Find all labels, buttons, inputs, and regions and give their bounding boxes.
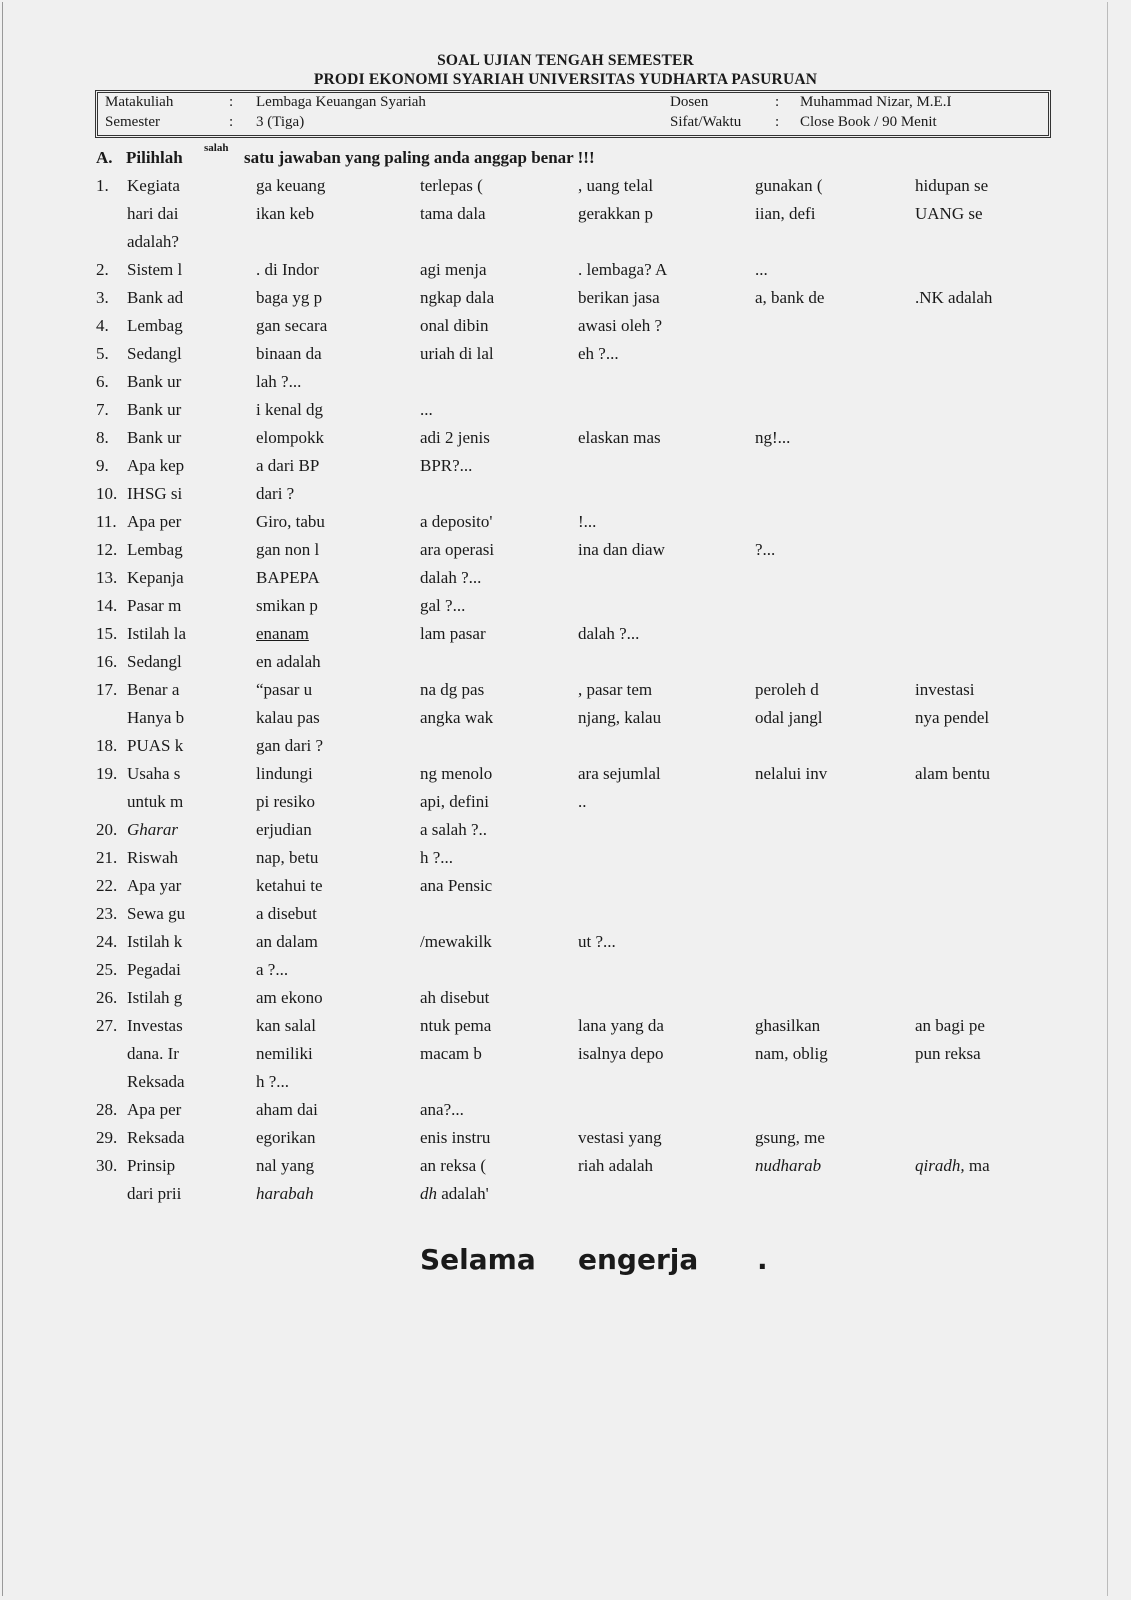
question-text-fragment: lah ?... — [256, 372, 302, 391]
question-text-fragment: gan dari ? — [256, 736, 324, 755]
question-line — [0, 316, 1131, 344]
question-text-fragment: agi menja — [420, 260, 487, 279]
question-text-fragment: Prinsip — [127, 1156, 176, 1175]
question-text-fragment: iian, defi — [755, 204, 816, 223]
question-text-fragment: ga keuang — [256, 176, 326, 195]
question-text-fragment: Bank ur — [127, 428, 182, 447]
question-text-fragment: Apa per — [127, 1100, 182, 1119]
question-text-fragment: Sedangl — [127, 344, 182, 363]
question-line — [0, 232, 1131, 260]
question-text-fragment: Giro, tabu — [256, 512, 325, 531]
question-line — [0, 652, 1131, 680]
question-text-fragment: kalau pas — [256, 708, 320, 727]
question-number: 24. — [96, 932, 118, 951]
question-number: 4. — [96, 316, 109, 335]
question-text-fragment: investasi — [915, 680, 975, 699]
question-line — [0, 484, 1131, 512]
question-line — [0, 1128, 1131, 1156]
sifat-value: Close Book / 90 Menit — [800, 114, 937, 130]
question-number: 10. — [96, 484, 118, 503]
question-line — [0, 820, 1131, 848]
question-line — [0, 1072, 1131, 1100]
question-line — [0, 792, 1131, 820]
question-text-fragment — [256, 624, 309, 644]
question-text-fragment: !... — [578, 512, 597, 531]
course-info-table — [95, 90, 1051, 138]
closing-text-1: Selama — [420, 1243, 536, 1276]
question-text-fragment: am ekono — [256, 988, 323, 1007]
closing-text-2: engerja — [578, 1243, 699, 1276]
question-number: 6. — [96, 372, 109, 391]
question-text-fragment: Apa yar — [127, 876, 182, 895]
question-text-fragment: berikan jasa — [578, 288, 660, 307]
question-number: 18. — [96, 736, 118, 755]
question-text-fragment: odal jangl — [755, 708, 823, 727]
question-text-fragment: ng menolo — [420, 764, 493, 783]
question-text-fragment: an dalam — [256, 932, 318, 951]
question-line — [0, 904, 1131, 932]
question-line — [0, 988, 1131, 1016]
question-number: 22. — [96, 876, 118, 895]
question-line — [0, 204, 1131, 232]
question-text-fragment: Sistem l — [127, 260, 183, 279]
question-text-fragment: lana yang da — [578, 1016, 664, 1035]
question-text-fragment: kan salal — [256, 1016, 316, 1035]
question-text-fragment: Istilah k — [127, 932, 183, 951]
question-text-fragment: nya pendel — [915, 708, 990, 727]
question-text-fragment: Sedangl — [127, 652, 182, 671]
question-text-fragment: ina dan diaw — [578, 540, 665, 559]
question-text-fragment: erjudian — [256, 820, 312, 839]
question-text-fragment: riah adalah — [578, 1156, 654, 1175]
question-text-fragment: baga yg p — [256, 288, 323, 307]
question-text-fragment: elompokk — [256, 428, 324, 447]
dosen-label: Dosen — [670, 94, 709, 110]
question-line — [0, 1016, 1131, 1044]
emphasized-text: nudharab — [755, 1156, 822, 1175]
question-number: 17. — [96, 680, 118, 699]
question-text-fragment: a salah ?.. — [420, 820, 488, 839]
question-line — [0, 428, 1131, 456]
colon: : — [229, 94, 234, 110]
question-text-fragment: nam, oblig — [755, 1044, 828, 1063]
question-number: 27. — [96, 1016, 118, 1035]
matakuliah-label: Matakuliah — [105, 94, 174, 110]
question-text-fragment: gsung, me — [755, 1128, 825, 1147]
question-line — [0, 176, 1131, 204]
question-text-fragment: aham dai — [256, 1100, 318, 1119]
question-text-fragment: nal yang — [256, 1156, 315, 1175]
question-text-fragment: terlepas ( — [420, 176, 483, 195]
question-text-fragment: smikan p — [256, 596, 318, 615]
question-text-fragment — [915, 1156, 990, 1176]
question-text-fragment — [420, 1184, 489, 1204]
question-text-fragment: dana. Ir — [127, 1044, 179, 1063]
question-text-fragment — [256, 1184, 314, 1204]
question-text-fragment: ana?... — [420, 1100, 464, 1119]
question-text-fragment: ntuk pema — [420, 1016, 492, 1035]
question-text-fragment — [127, 820, 178, 840]
emphasized-text: harabah — [256, 1184, 314, 1203]
question-text-fragment: dalah ?... — [578, 624, 640, 643]
semester-label: Semester — [105, 114, 160, 130]
question-text-fragment: Sewa gu — [127, 904, 186, 923]
question-line — [0, 848, 1131, 876]
text: adalah' — [437, 1184, 489, 1203]
question-text-fragment: ketahui te — [256, 876, 323, 895]
question-line — [0, 876, 1131, 904]
question-line — [0, 736, 1131, 764]
question-text-fragment: Riswah — [127, 848, 178, 867]
question-line — [0, 960, 1131, 988]
question-number: 5. — [96, 344, 109, 363]
question-text-fragment: binaan da — [256, 344, 322, 363]
question-line — [0, 680, 1131, 708]
question-text-fragment: alam bentu — [915, 764, 991, 783]
question-text-fragment: awasi oleh ? — [578, 316, 663, 335]
question-text-fragment: ... — [755, 260, 768, 279]
text: ma — [964, 1156, 990, 1175]
question-text-fragment: dalah ?... — [420, 568, 482, 587]
question-text-fragment: ngkap dala — [420, 288, 495, 307]
question-number: 30. — [96, 1156, 118, 1175]
question-number: 8. — [96, 428, 109, 447]
question-text-fragment: tama dala — [420, 204, 486, 223]
question-number: 11. — [96, 512, 117, 531]
question-text-fragment: Istilah g — [127, 988, 183, 1007]
question-text-fragment: dari ? — [256, 484, 295, 503]
question-text-fragment: elaskan mas — [578, 428, 661, 447]
question-line — [0, 344, 1131, 372]
question-text-fragment: macam b — [420, 1044, 482, 1063]
question-text-fragment: , uang telal — [578, 176, 654, 195]
question-text-fragment: Pasar m — [127, 596, 182, 615]
question-text-fragment: pi resiko — [256, 792, 316, 811]
question-text-fragment: eh ?... — [578, 344, 619, 363]
question-text-fragment: a, bank de — [755, 288, 825, 307]
question-number: 29. — [96, 1128, 118, 1147]
dosen-value: Muhammad Nizar, M.E.I — [800, 94, 952, 110]
question-text-fragment: gal ?... — [420, 596, 466, 615]
question-line — [0, 540, 1131, 568]
question-text-fragment: en adalah — [256, 652, 321, 671]
question-text-fragment: UANG se — [915, 204, 983, 223]
question-text-fragment: “pasar u — [256, 680, 313, 699]
question-number: 23. — [96, 904, 118, 923]
question-text-fragment: nap, betu — [256, 848, 319, 867]
question-text-fragment: h ?... — [420, 848, 454, 867]
section-heading — [96, 142, 595, 168]
question-line — [0, 1044, 1131, 1072]
question-number: 19. — [96, 764, 118, 783]
question-line — [0, 568, 1131, 596]
question-text-fragment: onal dibin — [420, 316, 489, 335]
question-number: 2. — [96, 260, 109, 279]
question-text-fragment: Apa per — [127, 512, 182, 531]
question-text-fragment: ah disebut — [420, 988, 490, 1007]
question-text-fragment: Usaha s — [127, 764, 181, 783]
question-number: 9. — [96, 456, 109, 475]
question-text-fragment: BPR?... — [420, 456, 473, 475]
question-text-fragment: ana Pensic — [420, 876, 493, 895]
question-number: 28. — [96, 1100, 118, 1119]
question-line — [0, 456, 1131, 484]
question-text-fragment: nemiliki — [256, 1044, 313, 1063]
question-text-fragment: i kenal dg — [256, 400, 324, 419]
question-text-fragment: lam pasar — [420, 624, 486, 643]
question-line — [0, 288, 1131, 316]
question-text-fragment: IHSG si — [127, 484, 183, 503]
question-text-fragment: enis instru — [420, 1128, 491, 1147]
question-text-fragment: .NK adalah — [915, 288, 993, 307]
question-text-fragment: Investas — [127, 1016, 183, 1035]
question-text-fragment: angka wak — [420, 708, 494, 727]
question-text-fragment: lindungi — [256, 764, 313, 783]
question-text-fragment: gan non l — [256, 540, 320, 559]
question-text-fragment: . di Indor — [256, 260, 319, 279]
semester-value: 3 (Tiga) — [256, 114, 305, 130]
question-text-fragment: Bank ad — [127, 288, 184, 307]
question-text-fragment: Istilah la — [127, 624, 187, 643]
matakuliah-value: Lembaga Keuangan Syariah — [256, 94, 426, 110]
colon: : — [775, 114, 780, 130]
question-number: 7. — [96, 400, 109, 419]
question-text-fragment: Benar a — [127, 680, 180, 699]
question-text-fragment: Kepanja — [127, 568, 184, 587]
section-text-b: salah — [204, 142, 229, 154]
question-text-fragment: hari dai — [127, 204, 179, 223]
question-text-fragment: BAPEPA — [256, 568, 320, 587]
question-number: 16. — [96, 652, 118, 671]
question-text-fragment: Hanya b — [127, 708, 185, 727]
question-text-fragment: uriah di lal — [420, 344, 494, 363]
question-line — [0, 932, 1131, 960]
question-text-fragment: ghasilkan — [755, 1016, 821, 1035]
question-text-fragment: .. — [578, 792, 587, 811]
question-line — [0, 1100, 1131, 1128]
question-text-fragment: gan secara — [256, 316, 328, 335]
question-text-fragment: nelalui inv — [755, 764, 828, 783]
emphasized-text: dh — [420, 1184, 437, 1203]
question-text-fragment: /mewakilk — [420, 932, 492, 951]
emphasized-text: Gharar — [127, 820, 179, 839]
question-text-fragment: isalnya depo — [578, 1044, 664, 1063]
question-text-fragment: PUAS k — [127, 736, 184, 755]
question-number: 26. — [96, 988, 118, 1007]
question-number: 25. — [96, 960, 118, 979]
question-number: 21. — [96, 848, 118, 867]
question-line — [0, 624, 1131, 652]
question-text-fragment: ikan keb — [256, 204, 315, 223]
question-number: 15. — [96, 624, 118, 643]
question-number: 14. — [96, 596, 118, 615]
question-text-fragment: egorikan — [256, 1128, 316, 1147]
question-text-fragment: peroleh d — [755, 680, 819, 699]
question-text-fragment: dari prii — [127, 1184, 182, 1203]
section-label: A. — [96, 148, 113, 167]
question-number: 3. — [96, 288, 109, 307]
question-text-fragment: an bagi pe — [915, 1016, 985, 1035]
question-number: 20. — [96, 820, 118, 839]
question-text-fragment: gunakan ( — [755, 176, 823, 195]
sifat-label: Sifat/Waktu — [670, 114, 742, 130]
question-text-fragment: ara sejumlal — [578, 764, 661, 783]
question-text-fragment: hidupan se — [915, 176, 989, 195]
question-text-fragment: ara operasi — [420, 540, 495, 559]
question-text-fragment: Apa kep — [127, 456, 185, 475]
question-text-fragment: a disebut — [256, 904, 317, 923]
question-text-fragment: Reksada — [127, 1072, 185, 1091]
question-line — [0, 708, 1131, 736]
closing-text-3: . — [757, 1243, 768, 1276]
emphasized-text: enanam — [256, 624, 309, 643]
section-text-a: Pilihlah — [126, 148, 183, 167]
question-text-fragment: , pasar tem — [578, 680, 653, 699]
question-text-fragment: h ?... — [256, 1072, 290, 1091]
question-text-fragment: Bank ur — [127, 400, 182, 419]
question-line — [0, 260, 1131, 288]
question-text-fragment: Lembag — [127, 316, 183, 335]
question-text-fragment: a dari BP — [256, 456, 320, 475]
question-text-fragment: vestasi yang — [578, 1128, 662, 1147]
emphasized-text: qiradh, — [915, 1156, 965, 1175]
section-text-c: satu jawaban yang paling anda anggap benar !!! — [244, 148, 595, 167]
question-text-fragment: ng!... — [755, 428, 791, 447]
exam-title: SOAL UJIAN TENGAH SEMESTER — [437, 52, 694, 69]
question-text-fragment: ... — [420, 400, 433, 419]
colon: : — [229, 114, 234, 130]
question-number: 12. — [96, 540, 118, 559]
question-text-fragment: gerakkan p — [578, 204, 654, 223]
question-line — [0, 372, 1131, 400]
question-line — [0, 400, 1131, 428]
colon: : — [775, 94, 780, 110]
question-text-fragment: untuk m — [127, 792, 184, 811]
question-number: 1. — [96, 176, 109, 195]
question-text-fragment: Bank ur — [127, 372, 182, 391]
question-text-fragment: ?... — [755, 540, 776, 559]
question-line — [0, 764, 1131, 792]
question-text-fragment: a ?... — [256, 960, 289, 979]
question-text-fragment: Lembag — [127, 540, 183, 559]
question-text-fragment: Reksada — [127, 1128, 185, 1147]
question-number: 13. — [96, 568, 118, 587]
question-line — [0, 596, 1131, 624]
question-text-fragment: Kegiata — [127, 176, 180, 195]
question-text-fragment — [755, 1156, 821, 1176]
program-title: PRODI EKONOMI SYARIAH UNIVERSITAS YUDHARTA PASURUAN — [313, 71, 818, 88]
question-text-fragment: . lembaga? A — [578, 260, 668, 279]
question-text-fragment: an reksa ( — [420, 1156, 487, 1175]
question-text-fragment: Pegadai — [127, 960, 181, 979]
question-text-fragment: pun reksa — [915, 1044, 981, 1063]
question-text-fragment: api, defini — [420, 792, 489, 811]
question-text-fragment: a deposito' — [420, 512, 493, 531]
question-text-fragment: adalah? — [127, 232, 179, 251]
question-text-fragment: na dg pas — [420, 680, 485, 699]
question-line — [0, 512, 1131, 540]
question-text-fragment: adi 2 jenis — [420, 428, 490, 447]
question-line — [0, 1184, 1131, 1212]
question-text-fragment: ut ?... — [578, 932, 616, 951]
question-text-fragment: njang, kalau — [578, 708, 662, 727]
question-line — [0, 1156, 1131, 1184]
